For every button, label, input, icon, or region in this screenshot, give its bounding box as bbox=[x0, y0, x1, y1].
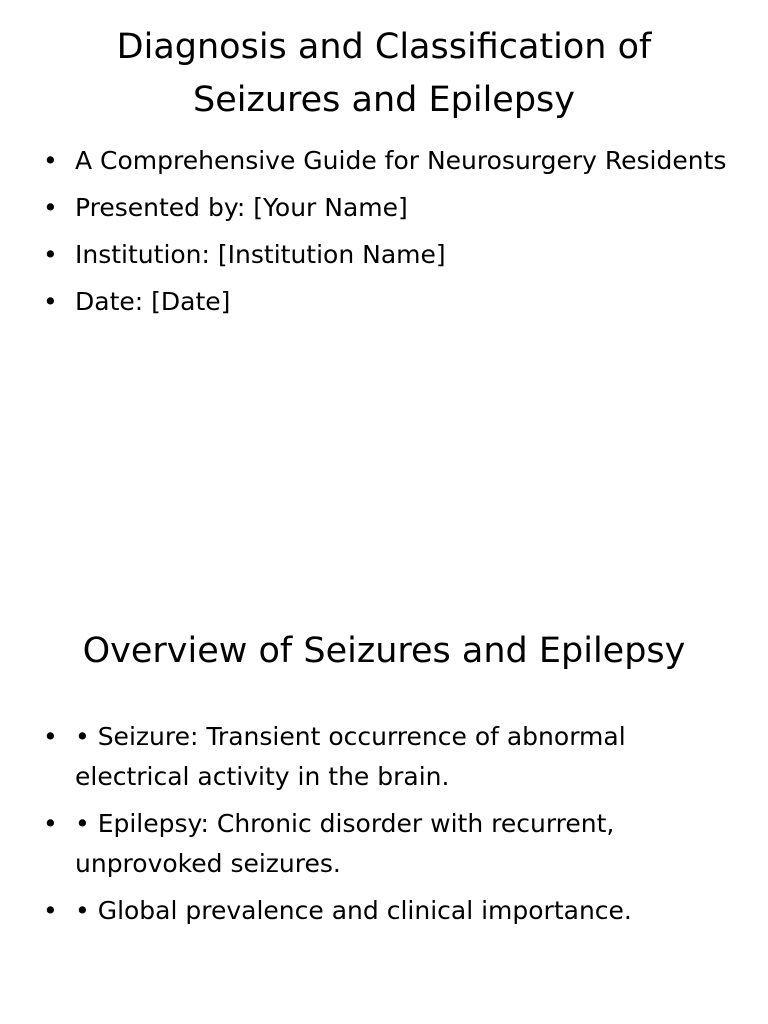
bullet-marker: • bbox=[43, 240, 58, 269]
bullet-text: • Epilepsy: Chronic disorder with recurrent, unprovoked seizures. bbox=[75, 809, 615, 878]
bullet-marker: • bbox=[43, 722, 58, 751]
bullet-text: A Comprehensive Guide for Neurosurgery Residents bbox=[75, 146, 727, 175]
list-item bbox=[40, 188, 728, 228]
bullet-text: Presented by: [Your Name] bbox=[75, 193, 408, 222]
slide-title bbox=[40, 625, 728, 678]
bullet-text: • Seizure: Transient occurrence of abnormal electrical activity in the brain. bbox=[75, 722, 626, 791]
slide-overview bbox=[0, 512, 768, 1024]
bullet-list bbox=[40, 141, 728, 329]
bullet-marker: • bbox=[43, 809, 58, 838]
bullet-list bbox=[40, 717, 728, 938]
list-item bbox=[40, 141, 728, 181]
title-line: Seizures and Epilepsy bbox=[193, 80, 575, 120]
list-item bbox=[40, 235, 728, 275]
title-line: Overview of Seizures and Epilepsy bbox=[82, 631, 686, 671]
bullet-marker: • bbox=[43, 287, 58, 316]
bullet-text: Institution: [Institution Name] bbox=[75, 240, 446, 269]
list-item bbox=[40, 282, 728, 322]
list-item bbox=[40, 891, 728, 931]
slide-title bbox=[40, 21, 728, 127]
title-line: Diagnosis and Classification of bbox=[116, 27, 652, 67]
bullet-text: Date: [Date] bbox=[75, 287, 231, 316]
list-item bbox=[40, 717, 728, 797]
bullet-marker: • bbox=[43, 896, 58, 925]
bullet-text: • Global prevalence and clinical importance. bbox=[75, 896, 632, 925]
list-item bbox=[40, 804, 728, 884]
bullet-marker: • bbox=[43, 193, 58, 222]
bullet-marker: • bbox=[43, 146, 58, 175]
